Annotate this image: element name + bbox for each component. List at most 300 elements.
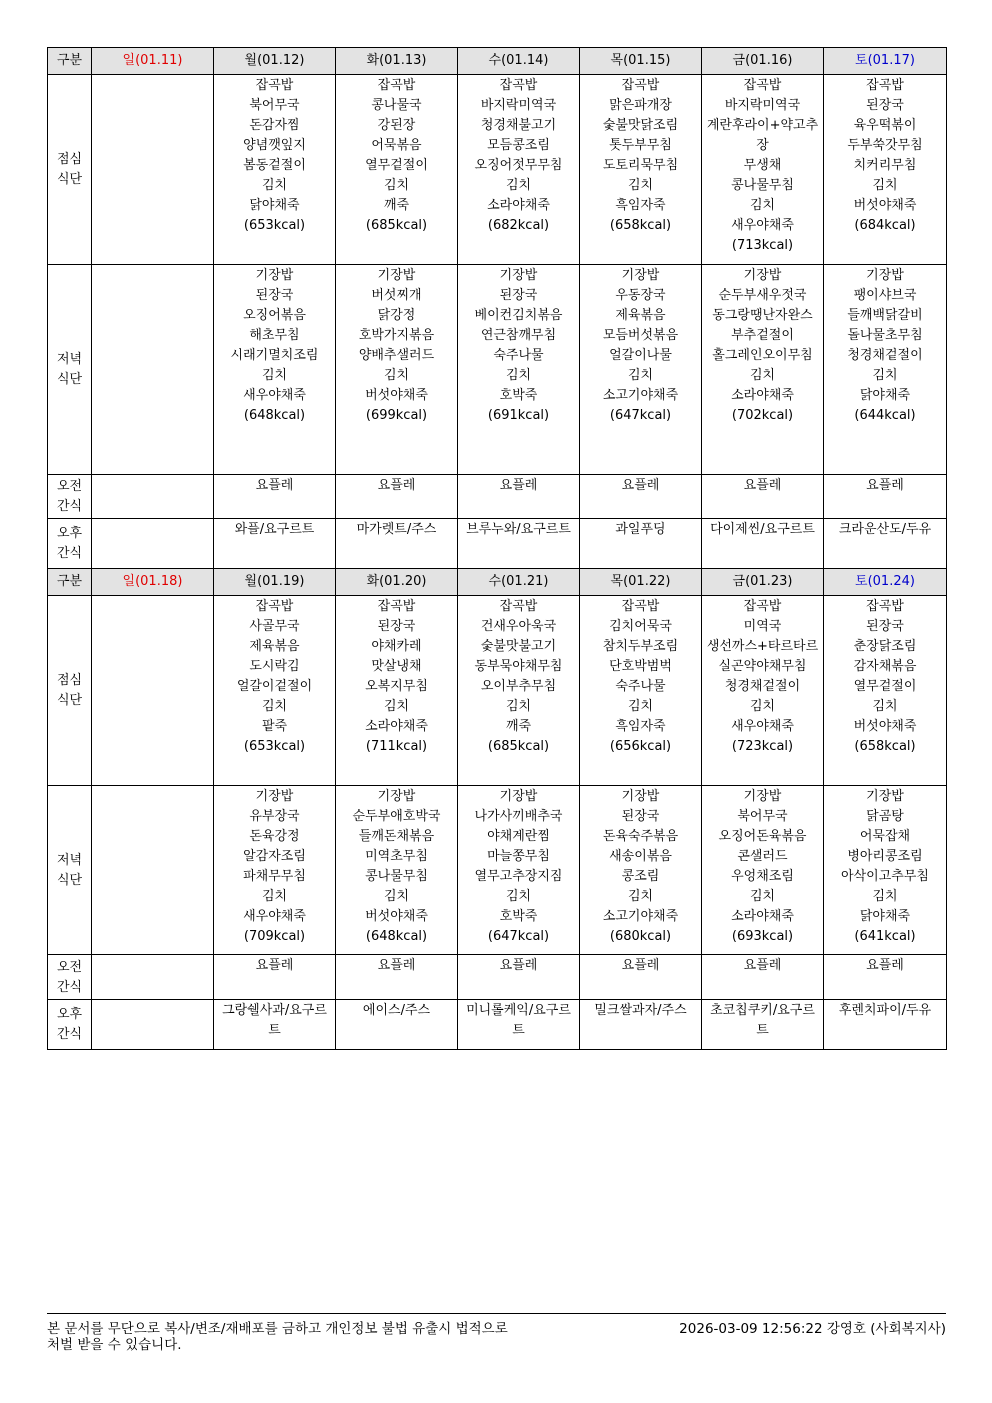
cell-line: 식단 — [56, 372, 83, 387]
cell-line: 새우야채죽 — [243, 388, 306, 403]
cell-line: 숯불맛불고기 — [480, 639, 557, 654]
row-label-dinner — [48, 786, 92, 955]
cell-line: 요플레 — [499, 478, 538, 493]
snack-cell-sat — [824, 955, 947, 1000]
cell-line: 숙주나물 — [493, 348, 544, 363]
cell-line: 김치 — [261, 368, 288, 383]
cell-line: 알감자조림 — [243, 849, 306, 864]
cell-line: 김치 — [872, 368, 898, 383]
cell-line: 요플레 — [866, 958, 904, 973]
cell-line: 김치 — [872, 889, 898, 904]
cell-line: 초코칩쿠키/요구르트 — [710, 1003, 815, 1038]
cell-line: 김치 — [749, 889, 776, 904]
cell-line: 버섯야채죽 — [853, 719, 917, 734]
cell-line: 버섯야채죽 — [853, 198, 917, 213]
meal-schedule-table — [47, 47, 947, 1050]
week-header-row — [48, 569, 947, 596]
cell-line: 팥죽 — [261, 719, 288, 734]
menu-cell-thu — [580, 265, 702, 475]
cell-line: 치커리무침 — [853, 158, 917, 173]
cell-line: 기장밥 — [499, 268, 538, 283]
cell-line: 마가렛트/주스 — [356, 522, 437, 537]
cell-line: 건새우아욱국 — [480, 619, 557, 634]
cell-line: 병아리콩조림 — [847, 849, 923, 864]
cell-line: 양념깻잎지 — [243, 138, 306, 153]
cell-line: 잡곡밥 — [255, 599, 294, 614]
cell-line: 호박가지볶음 — [358, 328, 435, 343]
cell-line: (658kcal) — [609, 218, 672, 233]
snack-cell-mon — [214, 475, 336, 519]
row-label-afternoon-snack — [48, 519, 92, 569]
cell-line: 간식 — [56, 1027, 83, 1042]
cell-line: 소고기야채죽 — [602, 909, 679, 924]
cell-line: 깨죽 — [383, 198, 410, 213]
cell-line: 얼갈이나물 — [609, 348, 672, 363]
menu-cell-wed — [458, 265, 580, 475]
cell-line: 청경채겉절이 — [724, 679, 801, 694]
cell-line: 다이제씬/요구르트 — [710, 522, 815, 537]
snack-cell-wed — [458, 475, 580, 519]
day-header-thu: 목(01.15) — [580, 48, 702, 75]
cell-line: 닭야채죽 — [249, 198, 300, 213]
cell-line: 후렌치파이/두유 — [838, 1003, 932, 1018]
menu-cell-wed — [458, 596, 580, 786]
cell-line: 육우떡볶이 — [853, 118, 917, 133]
cell-line: 식단 — [56, 693, 83, 708]
cell-line: 우엉채조림 — [731, 869, 794, 884]
cell-line: 기장밥 — [743, 268, 782, 283]
cell-line: 오전 — [56, 959, 83, 975]
cell-line: 바지락미역국 — [480, 98, 557, 113]
cell-line: 김치 — [383, 178, 410, 193]
morning-snack-row — [48, 955, 947, 1000]
cell-line: 돈육숙주볶음 — [602, 829, 679, 844]
cell-line: 김치 — [749, 368, 776, 383]
cell-line: 김치 — [383, 368, 410, 383]
cell-line: 시래기멸치조림 — [230, 348, 319, 363]
cell-line: 식단 — [56, 172, 83, 187]
cell-line: 동부묵야채무침 — [474, 659, 563, 674]
cell-line: 단호박범벅 — [609, 659, 672, 674]
cell-line: 기장밥 — [621, 789, 660, 804]
cell-line: 그랑쉘사과/요구르트 — [222, 1003, 327, 1038]
cell-line: 버섯찌개 — [371, 288, 422, 303]
copyright-notice: 본 문서를 무단으로 복사/변조/재배포를 금하고 개인정보 불법 유출시 법적으로 처벌 받을 수 있습니다. — [47, 1321, 508, 1353]
cell-line: 잡곡밥 — [743, 78, 782, 93]
snack-cell-tue — [336, 475, 458, 519]
cell-line: 모듬버섯볶음 — [602, 328, 679, 343]
cell-line: 브루누와/요구르트 — [466, 522, 571, 537]
cell-line: 숯불맛닭조림 — [602, 118, 679, 133]
cell-line: 김치 — [749, 198, 776, 213]
cell-line: 오후 — [56, 526, 83, 541]
menu-cell-wed — [458, 786, 580, 955]
cell-line: (702kcal) — [731, 408, 794, 423]
cell-line: 기장밥 — [866, 789, 904, 804]
cell-line: 미역국 — [743, 619, 782, 634]
row-label-morning-snack — [48, 475, 92, 519]
day-header-fri: 금(01.23) — [702, 569, 824, 596]
cell-line: 오징어볶음 — [243, 308, 306, 323]
cell-line: (644kcal) — [854, 408, 916, 423]
cell-line: 잡곡밥 — [499, 78, 538, 93]
cell-line: 북어무국 — [249, 98, 300, 113]
cell-line: 잡곡밥 — [743, 599, 782, 614]
cell-line: 숙주나물 — [615, 679, 666, 694]
cell-line: 김치 — [383, 889, 410, 904]
cell-line: 들깨백닭갈비 — [847, 308, 923, 323]
cell-line: 간식 — [56, 546, 83, 561]
snack-cell-fri — [702, 519, 824, 569]
cell-line: 김치 — [749, 699, 776, 714]
cell-line: 아삭이고추무침 — [841, 869, 929, 884]
afternoon-snack-row — [48, 1000, 947, 1050]
cell-line: 야채카레 — [371, 639, 422, 654]
cell-line: 열무겉절이 — [365, 158, 428, 173]
cell-line: 오전 — [56, 479, 83, 494]
cell-line: 식단 — [56, 872, 83, 888]
menu-cell-mon — [214, 75, 336, 265]
cell-line: 김치 — [261, 178, 288, 193]
cell-line: (658kcal) — [854, 739, 916, 754]
cell-line: 파채무무침 — [243, 869, 306, 884]
cell-line: 호박죽 — [499, 909, 538, 924]
cell-line: 제육볶음 — [615, 308, 666, 323]
cell-line: 된장국 — [499, 288, 538, 303]
cell-line: 무생채 — [743, 158, 782, 173]
snack-cell-mon — [214, 955, 336, 1000]
cell-line: (647kcal) — [609, 408, 672, 423]
cell-line: 잡곡밥 — [499, 599, 538, 614]
cell-line: 된장국 — [255, 288, 294, 303]
menu-cell-sun — [92, 786, 214, 955]
menu-cell-wed — [458, 75, 580, 265]
cell-line: (711kcal) — [365, 739, 428, 754]
day-header-sun: 일(01.18) — [92, 569, 214, 596]
cell-line: 오이부추무침 — [480, 679, 557, 694]
cell-line: (648kcal) — [365, 929, 428, 944]
cell-line: 오징어돈육볶음 — [718, 829, 807, 844]
snack-cell-sat — [824, 475, 947, 519]
cell-line: 점심 — [56, 152, 83, 167]
snack-cell-fri — [702, 955, 824, 1000]
snack-cell-tue — [336, 955, 458, 1000]
cell-line: 된장국 — [377, 619, 416, 634]
cell-line: 얼갈이겉절이 — [236, 679, 313, 694]
cell-line: 에이스/주스 — [362, 1003, 431, 1018]
menu-cell-tue — [336, 75, 458, 265]
cell-line: 요플레 — [255, 958, 294, 973]
cell-line: 닭야채죽 — [859, 388, 911, 403]
cell-line: 된장국 — [621, 809, 660, 824]
cell-line: 모듬콩조림 — [487, 138, 550, 153]
cell-line: 잡곡밥 — [866, 78, 904, 93]
cell-line: 콩나물무침 — [365, 869, 428, 884]
cell-line: 김치 — [505, 699, 532, 714]
menu-cell-thu — [580, 596, 702, 786]
cell-line: 새우야채죽 — [731, 218, 794, 233]
cell-line: (653kcal) — [243, 218, 306, 233]
cell-line: 저녁 — [56, 352, 83, 367]
cell-line: 오징어젓무무침 — [474, 158, 563, 173]
menu-cell-fri — [702, 265, 824, 475]
cell-line: 기장밥 — [743, 789, 782, 804]
cell-line: 새우야채죽 — [731, 719, 794, 734]
cell-line: 흑임자죽 — [615, 198, 666, 213]
dinner-row — [48, 265, 947, 475]
day-header-sun: 일(01.11) — [92, 48, 214, 75]
cell-line: 잡곡밥 — [377, 78, 416, 93]
cell-line: 버섯야채죽 — [365, 909, 428, 924]
cell-line: 들깨돈채볶음 — [358, 829, 435, 844]
cell-line: 야채계란찜 — [487, 829, 550, 844]
afternoon-snack-row — [48, 519, 947, 569]
cell-line: 두부쑥갓무침 — [847, 138, 923, 153]
cell-line: (682kcal) — [487, 218, 550, 233]
cell-line: 김치 — [627, 178, 654, 193]
row-label-morning-snack — [48, 955, 92, 1000]
cell-line: 저녁 — [56, 852, 83, 868]
cell-line: 미니롤케익/요구르트 — [466, 1003, 571, 1038]
cell-line: 요플레 — [499, 958, 538, 973]
cell-line: (648kcal) — [243, 408, 306, 423]
header-label: 구분 — [48, 48, 92, 75]
day-header-wed: 수(01.14) — [458, 48, 580, 75]
menu-cell-fri — [702, 786, 824, 955]
row-label-dinner — [48, 265, 92, 475]
document-footer — [47, 1313, 946, 1353]
cell-line: 간식 — [56, 499, 83, 514]
cell-line: 맑은파개장 — [609, 98, 672, 113]
cell-line: 흑임자죽 — [615, 719, 666, 734]
cell-line: 버섯야채죽 — [365, 388, 428, 403]
cell-line: 밀크쌀과자/주스 — [594, 1003, 687, 1018]
dinner-row — [48, 786, 947, 955]
cell-line: (685kcal) — [365, 218, 428, 233]
menu-cell-fri — [702, 596, 824, 786]
cell-line: 북어무국 — [737, 809, 788, 824]
snack-cell-wed — [458, 1000, 580, 1050]
day-header-sat: 토(01.17) — [824, 48, 947, 75]
snack-cell-sun — [92, 519, 214, 569]
cell-line: 강된장 — [377, 118, 416, 133]
week-header-row — [48, 48, 947, 75]
cell-line: (656kcal) — [609, 739, 672, 754]
cell-line: 춘장닭조림 — [853, 639, 917, 654]
cell-line: 톳두부무침 — [609, 138, 672, 153]
cell-line: 기장밥 — [255, 268, 294, 283]
cell-line: 유부장국 — [249, 809, 300, 824]
cell-line: 김치 — [261, 889, 288, 904]
menu-cell-mon — [214, 786, 336, 955]
cell-line: 잡곡밥 — [255, 78, 294, 93]
cell-line: (713kcal) — [731, 238, 794, 253]
snack-cell-tue — [336, 519, 458, 569]
cell-line: (680kcal) — [609, 929, 672, 944]
cell-line: 돌나물초무침 — [847, 328, 923, 343]
cell-line: 열무고추장지짐 — [474, 869, 563, 884]
cell-line: 크라운산도/두유 — [838, 522, 932, 537]
cell-line: 김치 — [505, 178, 532, 193]
menu-cell-tue — [336, 596, 458, 786]
cell-line: (641kcal) — [854, 929, 916, 944]
cell-line: 소고기야채죽 — [602, 388, 679, 403]
menu-cell-sun — [92, 265, 214, 475]
cell-line: 김치 — [261, 699, 288, 714]
cell-line: (685kcal) — [487, 739, 550, 754]
cell-line: 소라야채죽 — [365, 719, 428, 734]
cell-line: 감자채볶음 — [853, 659, 917, 674]
cell-line: 기장밥 — [499, 789, 538, 804]
snack-cell-wed — [458, 955, 580, 1000]
cell-line: 팽이샤브국 — [853, 288, 917, 303]
cell-line: 새송이볶음 — [609, 849, 672, 864]
menu-cell-mon — [214, 596, 336, 786]
cell-line: 잡곡밥 — [621, 599, 660, 614]
snack-cell-mon — [214, 519, 336, 569]
cell-line: 청경채불고기 — [480, 118, 557, 133]
print-stamp: 2026-03-09 12:56:22 강영호 (사회복지사) — [679, 1321, 946, 1337]
cell-line: 소라야채죽 — [731, 909, 794, 924]
day-header-tue: 화(01.20) — [336, 569, 458, 596]
cell-line: 생선까스+타르타르 — [706, 639, 819, 654]
cell-line: 김치 — [627, 699, 654, 714]
cell-line: 순두부새우젓국 — [718, 288, 807, 303]
cell-line: 기장밥 — [255, 789, 294, 804]
menu-cell-thu — [580, 786, 702, 955]
cell-line: 호박죽 — [499, 388, 538, 403]
cell-line: 순두부애호박국 — [352, 809, 441, 824]
menu-cell-fri — [702, 75, 824, 265]
cell-line: 요플레 — [621, 478, 660, 493]
cell-line: 콩조림 — [621, 869, 660, 884]
cell-line: 열무겉절이 — [853, 679, 917, 694]
snack-cell-thu — [580, 1000, 702, 1050]
row-label-lunch — [48, 596, 92, 786]
cell-line: 김치 — [383, 699, 410, 714]
cell-line: 돈육강정 — [249, 829, 300, 844]
cell-line: 요플레 — [866, 478, 904, 493]
cell-line: 동그랑땡난자완스 — [712, 308, 813, 323]
cell-line: 된장국 — [866, 619, 904, 634]
cell-line: 기장밥 — [621, 268, 660, 283]
menu-cell-sat — [824, 265, 947, 475]
snack-cell-thu — [580, 519, 702, 569]
cell-line: 닭강정 — [377, 308, 416, 323]
menu-cell-sat — [824, 596, 947, 786]
cell-line: 봄동겉절이 — [243, 158, 306, 173]
snack-cell-fri — [702, 1000, 824, 1050]
day-header-mon: 월(01.19) — [214, 569, 336, 596]
cell-line: (699kcal) — [365, 408, 428, 423]
cell-line: 새우야채죽 — [243, 909, 306, 924]
snack-cell-thu — [580, 475, 702, 519]
cell-line: 나가사끼배추국 — [474, 809, 563, 824]
day-header-sat: 토(01.24) — [824, 569, 947, 596]
cell-line: 오후 — [56, 1007, 83, 1022]
snack-cell-fri — [702, 475, 824, 519]
cell-line: (693kcal) — [731, 929, 794, 944]
cell-line: 기장밥 — [377, 268, 416, 283]
cell-line: 홀그레인오이무침 — [712, 348, 813, 363]
day-header-tue: 화(01.13) — [336, 48, 458, 75]
cell-line: 청경채겉절이 — [847, 348, 923, 363]
day-header-fri: 금(01.16) — [702, 48, 824, 75]
cell-line: 도시락김 — [249, 659, 300, 674]
cell-line: 점심 — [56, 673, 83, 688]
cell-line: 잡곡밥 — [866, 599, 904, 614]
snack-cell-tue — [336, 1000, 458, 1050]
header-label: 구분 — [48, 569, 92, 596]
cell-line: 된장국 — [866, 98, 904, 113]
menu-cell-thu — [580, 75, 702, 265]
cell-line: 닭야채죽 — [859, 909, 911, 924]
cell-line: 제육볶음 — [249, 639, 300, 654]
cell-line: 김치 — [627, 368, 654, 383]
cell-line: 요플레 — [377, 478, 416, 493]
day-header-mon: 월(01.12) — [214, 48, 336, 75]
lunch-row — [48, 596, 947, 786]
cell-line: 바지락미역국 — [724, 98, 801, 113]
cell-line: 김치 — [627, 889, 654, 904]
snack-cell-sat — [824, 519, 947, 569]
cell-line: (723kcal) — [731, 739, 794, 754]
cell-line: 김치어묵국 — [609, 619, 672, 634]
cell-line: 베이컨김치볶음 — [474, 308, 563, 323]
row-label-lunch — [48, 75, 92, 265]
menu-cell-tue — [336, 786, 458, 955]
menu-cell-sat — [824, 786, 947, 955]
cell-line: 와플/요구르트 — [234, 522, 315, 537]
cell-line: (684kcal) — [854, 218, 916, 233]
cell-line: 콩나물국 — [371, 98, 422, 113]
menu-cell-sat — [824, 75, 947, 265]
cell-line: 요플레 — [621, 958, 660, 973]
snack-cell-thu — [580, 955, 702, 1000]
cell-line: 미역초무침 — [365, 849, 428, 864]
snack-cell-sun — [92, 475, 214, 519]
cell-line: 요플레 — [377, 958, 416, 973]
cell-line: 잡곡밥 — [377, 599, 416, 614]
cell-line: 소라야채죽 — [487, 198, 550, 213]
cell-line: 연근참깨무침 — [480, 328, 557, 343]
cell-line: (709kcal) — [243, 929, 306, 944]
cell-line: (647kcal) — [487, 929, 550, 944]
snack-cell-wed — [458, 519, 580, 569]
cell-line: 소라야채죽 — [731, 388, 794, 403]
cell-line: 마늘쫑무침 — [487, 849, 550, 864]
menu-cell-sun — [92, 75, 214, 265]
cell-line: 도토리묵무침 — [602, 158, 679, 173]
cell-line: 요플레 — [255, 478, 294, 493]
cell-line: 어묵잡채 — [859, 829, 911, 844]
cell-line: 실곤약야채무침 — [718, 659, 807, 674]
cell-line: 김치 — [872, 178, 898, 193]
cell-line: 잡곡밥 — [621, 78, 660, 93]
cell-line: 계란후라이+약고추장 — [706, 118, 819, 153]
cell-line: (691kcal) — [487, 408, 550, 423]
cell-line: 김치 — [872, 699, 898, 714]
snack-cell-mon — [214, 1000, 336, 1050]
cell-line: 콩나물무침 — [731, 178, 794, 193]
menu-cell-mon — [214, 265, 336, 475]
menu-cell-sun — [92, 596, 214, 786]
cell-line: 우동장국 — [615, 288, 666, 303]
cell-line: 오복지무침 — [365, 679, 428, 694]
cell-line: 김치 — [505, 368, 532, 383]
morning-snack-row — [48, 475, 947, 519]
cell-line: 깨죽 — [505, 719, 532, 734]
